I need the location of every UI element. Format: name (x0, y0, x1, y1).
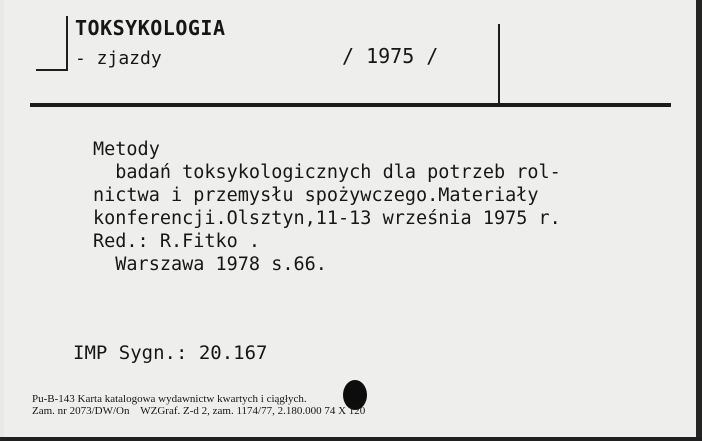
title-line-2: badań toksykologicznych dla potrzeb rol- (93, 162, 561, 183)
year-label: / 1975 / (342, 44, 439, 68)
publication-line: Warszawa 1978 s.66. (93, 254, 327, 275)
title-line-3: nictwa i przemysłu spożywczego.Materiały (93, 185, 539, 206)
footer-line-2: Zam. nr 2073/DW/On WZGraf. Z-d 2, zam. 1174/77, 2.180.000 74 X 120 (32, 405, 366, 417)
footer-line-1: Pu-B-143 Karta katalogowa wydawnictw kwartych i ciągłych. (32, 393, 307, 405)
title-line-4: konferencji.Olsztyn,11-13 września 1975 r. (93, 208, 561, 229)
subject-subheading: - zjazdy (75, 48, 162, 69)
vertical-rule (498, 24, 500, 103)
catalog-card (4, 0, 696, 437)
horizontal-rule (30, 103, 671, 107)
subject-heading: TOKSYKOLOGIA (75, 16, 226, 40)
editor-line: Red.: R.Fitko . (93, 231, 261, 252)
title-line-1: Metody (93, 139, 160, 160)
left-bracket-rule (36, 16, 68, 71)
bottom-edge-shadow (0, 437, 702, 441)
call-number: IMP Sygn.: 20.167 (73, 342, 268, 364)
right-edge-shadow (696, 0, 702, 441)
